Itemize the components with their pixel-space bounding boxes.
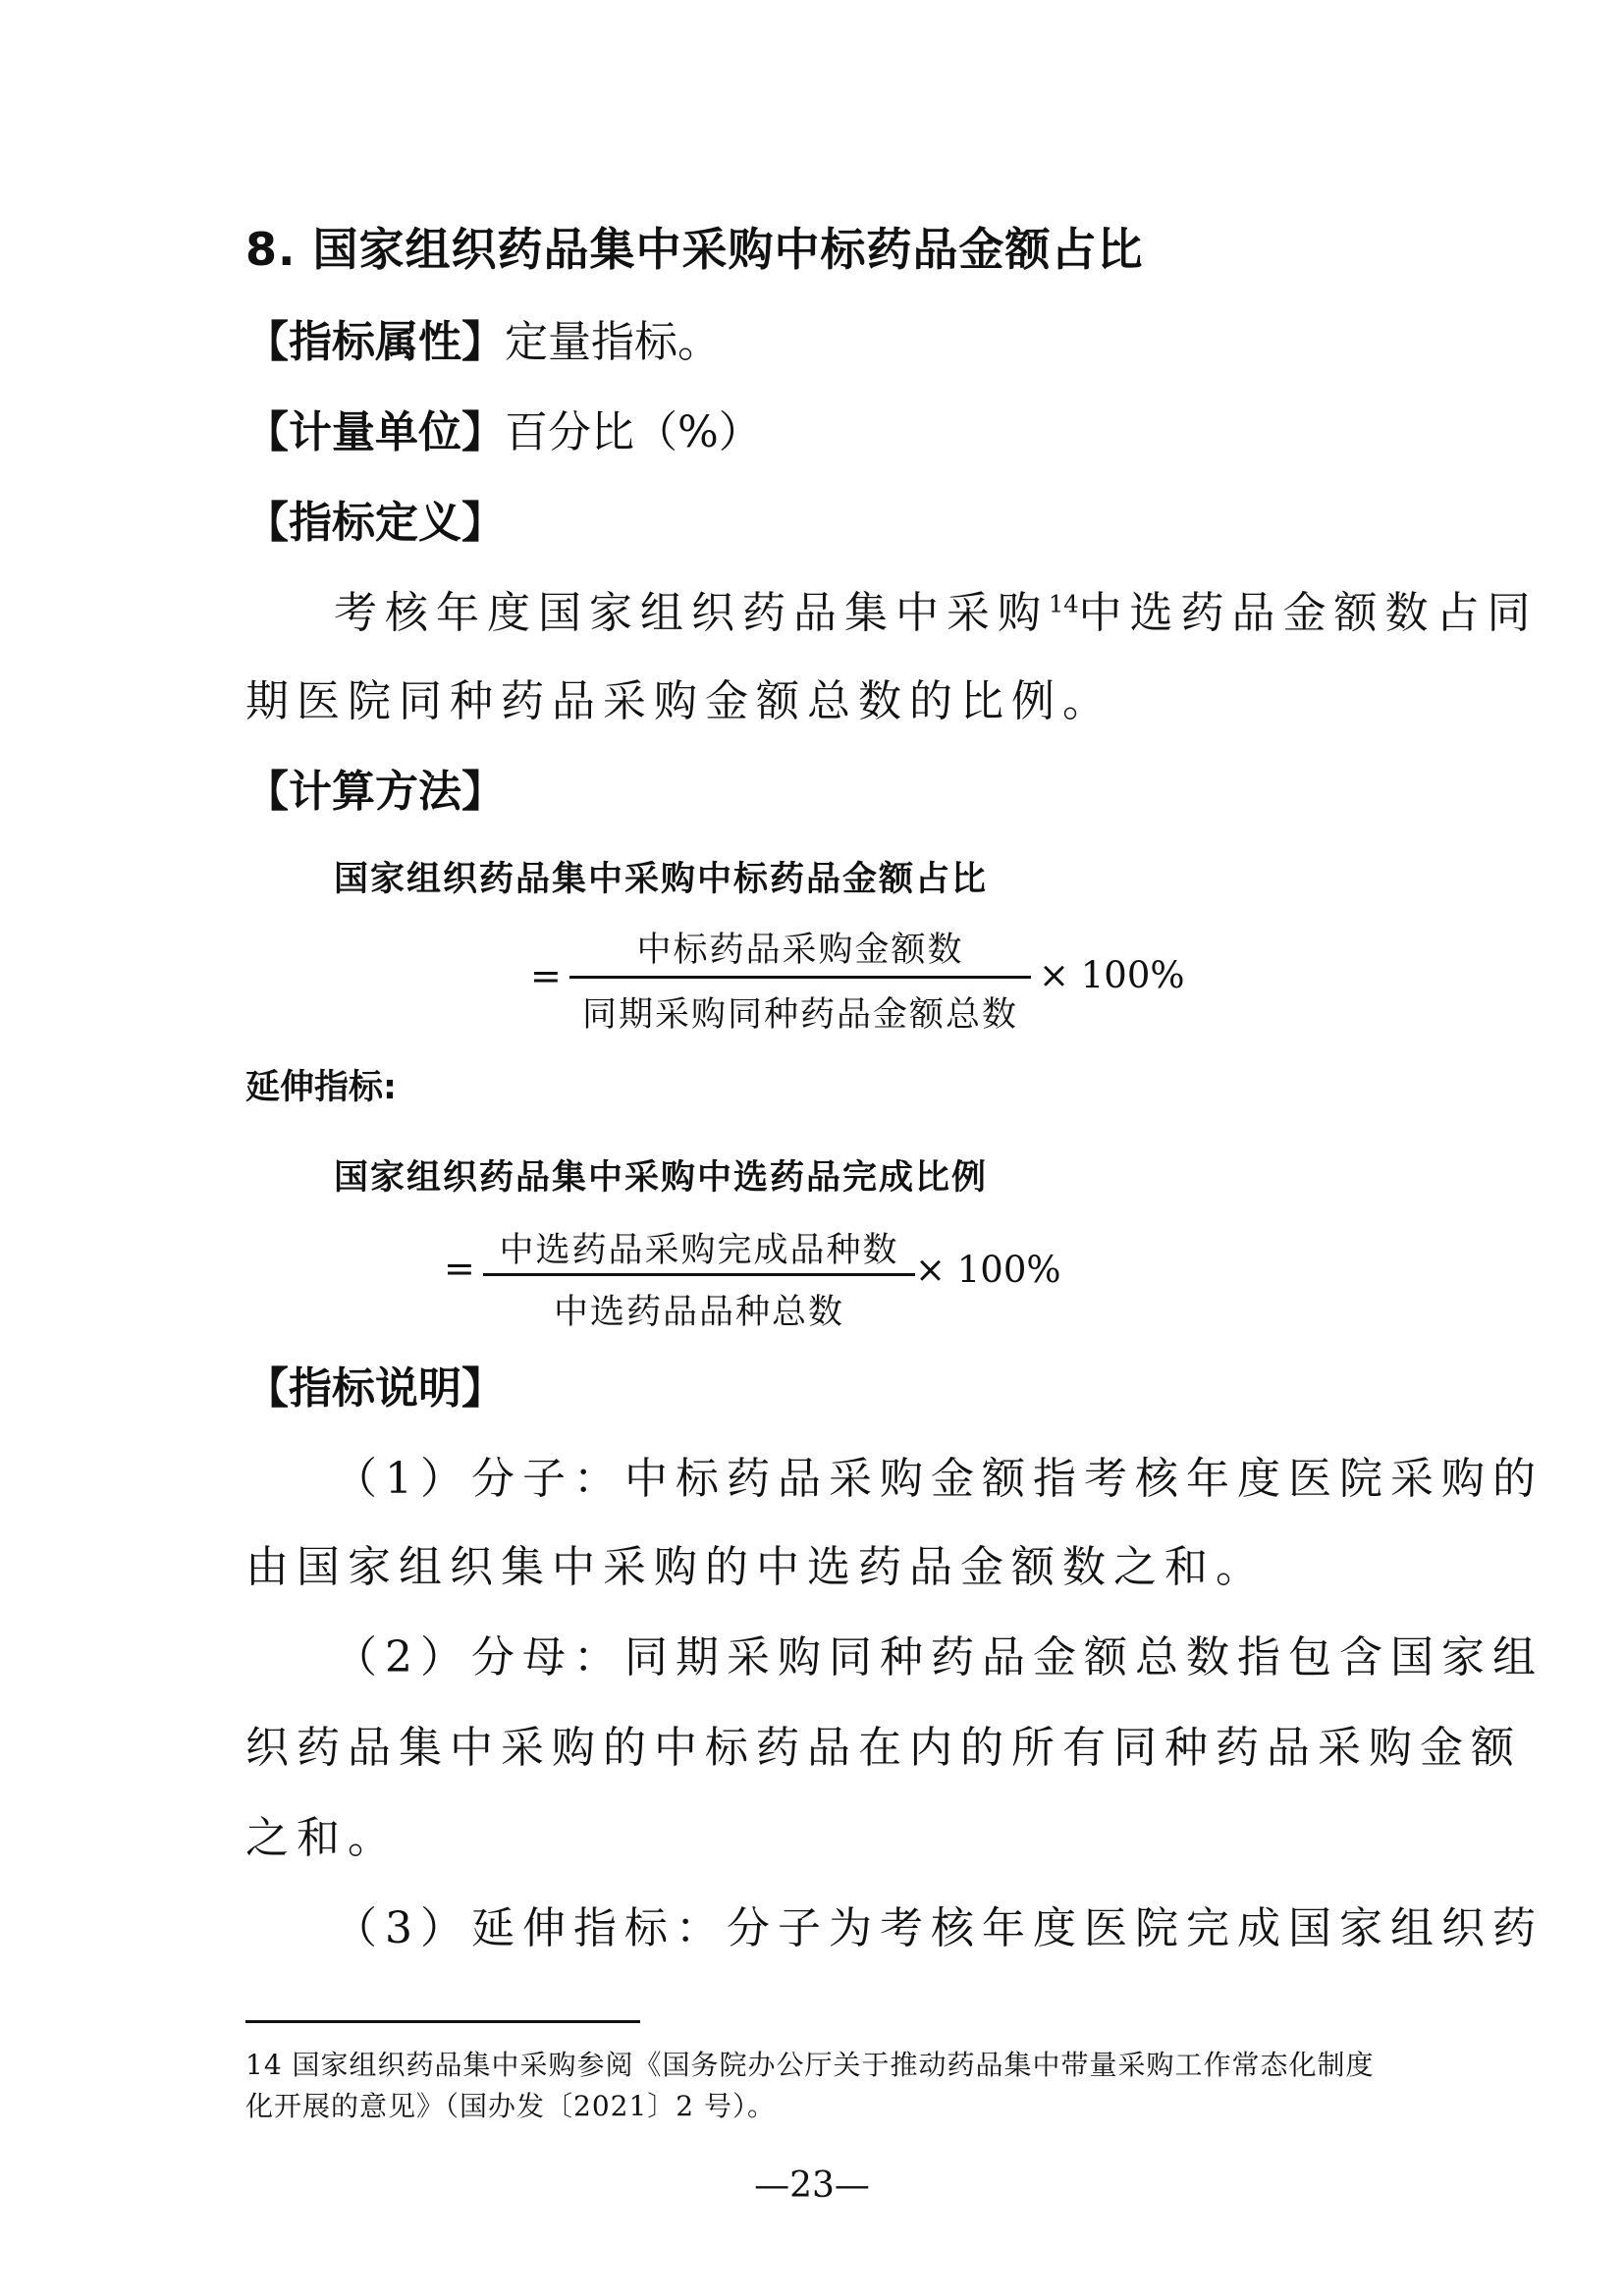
note2-line-2: 织药品集中采购的中标药品在内的所有同种药品采购金额 xyxy=(245,1723,1522,1773)
formula1-numerator: 中标药品采购金额数 xyxy=(636,931,964,970)
note3-line-1: （3）延伸指标：分子为考核年度医院完成国家组织药 xyxy=(334,1903,1543,1953)
formula1-multiplier: × 100% xyxy=(1039,954,1185,996)
formula1-fraction-bar xyxy=(569,976,1031,979)
definition-text-after: 中选药品金额数占同 xyxy=(1078,588,1539,638)
unit-row xyxy=(245,397,762,459)
note1-line-2: 由国家组织集中采购的中选药品金额数之和。 xyxy=(245,1542,1267,1592)
extension-label: 延伸指标: xyxy=(245,1068,397,1107)
attribute-label: 【指标属性】 xyxy=(245,317,505,367)
formula1-name: 国家组织药品集中采购中标药品金额占比 xyxy=(334,860,989,899)
formula2-fraction-bar xyxy=(483,1273,915,1276)
definition-line-2: 期医院同种药品采购金额总数的比例。 xyxy=(245,676,1113,726)
attribute-row xyxy=(245,306,721,369)
formula2-multiplier: × 100% xyxy=(915,1249,1061,1291)
unit-value: 百分比（%） xyxy=(505,407,762,457)
attribute-value: 定量指标。 xyxy=(505,317,721,367)
definition-line-1 xyxy=(334,577,1539,640)
method-label: 【计算方法】 xyxy=(245,767,505,817)
definition-text-before: 考核年度国家组织药品集中采购 xyxy=(334,588,1049,638)
definition-label: 【指标定义】 xyxy=(245,498,505,548)
formula2-equals: = xyxy=(444,1247,475,1290)
footnote-reference: 14 xyxy=(1049,590,1079,618)
formula2-numerator: 中选药品采购完成品种数 xyxy=(499,1231,899,1270)
formula2-denominator: 中选药品品种总数 xyxy=(553,1293,844,1332)
unit-label: 【计量单位】 xyxy=(245,407,505,457)
formula1-denominator: 同期采购同种药品金额总数 xyxy=(581,995,1018,1035)
section-title: 8. 国家组织药品集中采购中标药品金额占比 xyxy=(245,223,1144,276)
page-number: —23— xyxy=(754,2165,870,2206)
footnote-line-1: 14 国家组织药品集中采购参阅《国务院办公厅关于推动药品集中带量采购工作常态化制度 xyxy=(245,2049,1375,2081)
notes-label: 【指标说明】 xyxy=(245,1363,505,1414)
note2-line-3: 之和。 xyxy=(245,1813,399,1863)
note2-line-1: （2）分母：同期采购同种药品金额总数指包含国家组 xyxy=(334,1632,1543,1682)
formula2-name: 国家组织药品集中采购中选药品完成比例 xyxy=(334,1158,989,1198)
formula1-equals: = xyxy=(530,954,562,997)
footnote-separator xyxy=(245,2020,640,2023)
footnote-line-2: 化开展的意见》（国办发〔2021〕2 号）。 xyxy=(245,2090,776,2122)
note1-line-1: （1）分子：中标药品采购金额指考核年度医院采购的 xyxy=(334,1454,1543,1504)
